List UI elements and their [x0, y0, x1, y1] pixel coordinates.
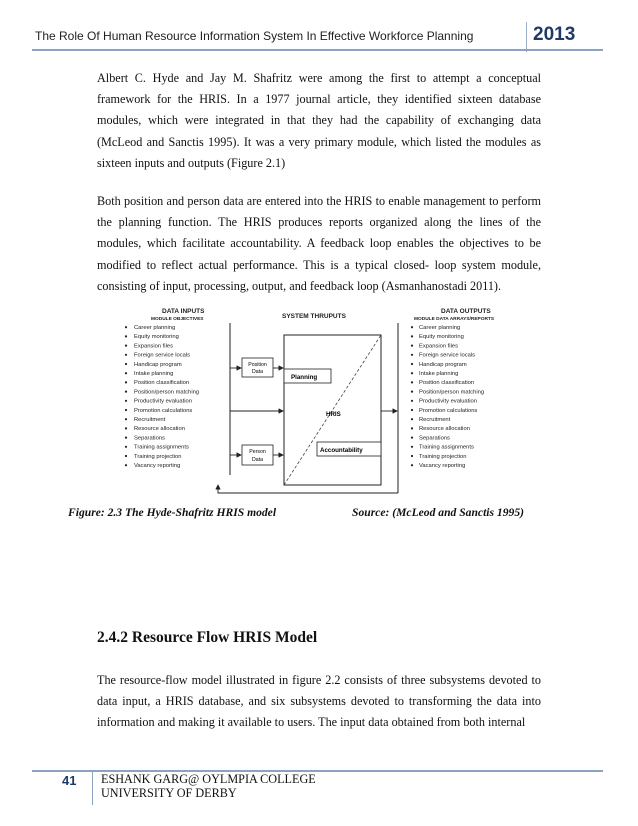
input-module-bullet — [125, 391, 127, 393]
input-module-bullet — [125, 354, 127, 356]
output-module-bullet — [411, 391, 413, 393]
person-data-label-2: Data — [252, 457, 263, 463]
input-module-item: Training assignments — [134, 444, 189, 451]
input-module-item: Separations — [134, 435, 165, 442]
output-module-item: Career planning — [419, 325, 461, 331]
input-module-item: Career planning — [134, 325, 176, 331]
output-module-item: Productivity evaluation — [419, 398, 478, 405]
footer-line-2: UNIVERSITY OF DERBY — [101, 785, 237, 800]
header-title: The Role Of Human Resource Information System In Effective Workforce Planning — [35, 29, 474, 43]
header-year: 2013 — [533, 24, 576, 45]
output-module-item: Handicap program — [419, 361, 467, 368]
header-divider — [32, 49, 603, 51]
footer-separator — [92, 771, 93, 805]
output-module-bullet — [411, 354, 413, 356]
paragraph-3 — [97, 670, 541, 734]
input-module-bullet — [125, 418, 127, 420]
thruputs-title: SYSTEM THRUPUTS — [282, 313, 346, 320]
footer-line-1: ESHANK GARG@ OYLMPIA COLLEGE — [101, 772, 316, 786]
output-module-bullet — [411, 437, 413, 439]
paragraph-2-text: Both position and person data are entered into the HRIS to enable management to perform the planning function. The HRIS produces reports organized along the lines of the modules, which facilitate accountability. A feedback loop enables the objectives to be modified to reflect actual performance. This is a typical closed- loop system module, consisting of input, processing, output, and feedback loop (Asmanhanostadi 2011). — [97, 194, 541, 293]
paragraph-1 — [97, 68, 541, 174]
input-module-item: Position classification — [134, 380, 190, 387]
input-module-item: Promotion calculations — [134, 407, 193, 414]
output-module-item: Position/person matching — [419, 389, 485, 396]
input-module-item: Training projection — [134, 453, 182, 460]
outputs-subtitle: MODULE DATA ARRAYS/REPORTS — [414, 317, 495, 322]
position-data-label-2: Data — [252, 369, 263, 375]
position-data-label-1: Position — [248, 362, 267, 368]
input-module-bullet — [125, 409, 127, 411]
input-module-bullet — [125, 427, 127, 429]
page-number: 41 — [62, 773, 77, 788]
header-year-box — [526, 22, 589, 52]
input-module-bullet — [125, 326, 127, 328]
paragraph-2 — [97, 191, 541, 297]
output-module-item: Intake planning — [419, 371, 459, 377]
input-module-bullet — [125, 464, 127, 466]
input-module-bullet — [125, 372, 127, 374]
input-module-bullet — [125, 363, 127, 365]
figure-caption: Figure: 2.3 The Hyde-Shafritz HRIS model — [68, 506, 277, 519]
input-module-item: Expansion files — [134, 343, 173, 350]
inputs-title: DATA INPUTS — [162, 308, 205, 315]
input-module-item: Intake planning — [134, 371, 174, 377]
output-module-item: Equity monitoring — [419, 334, 464, 341]
output-module-item: Promotion calculations — [419, 407, 478, 414]
input-module-item: Recruitment — [134, 417, 166, 423]
input-module-bullet — [125, 400, 127, 402]
figure-source: Source: (McLeod and Sanctis 1995) — [352, 506, 524, 519]
output-module-bullet — [411, 427, 413, 429]
hris-model-diagram — [118, 305, 538, 497]
output-module-bullet — [411, 400, 413, 402]
output-module-item: Separations — [419, 435, 450, 442]
diagonal-divider — [284, 335, 381, 485]
input-module-bullet — [125, 345, 127, 347]
input-module-bullet — [125, 381, 127, 383]
input-module-bullet — [125, 446, 127, 448]
output-module-bullet — [411, 326, 413, 328]
hris-model-figure — [118, 305, 538, 497]
paragraph-1-text: Albert C. Hyde and Jay M. Shafritz were among the first to attempt a conceptual framework for the HRIS. In a 1977 journal article, they identified sixteen database modules, which were integrated in that they had the capability of exchanging data (McLeod and Sanctis 1995). It was a very primary module, which listed the modules as sixteen inputs and outputs (Figure 2.1) — [97, 71, 541, 170]
output-module-bullet — [411, 345, 413, 347]
output-module-bullet — [411, 409, 413, 411]
planning-label: Planning — [291, 374, 318, 381]
output-module-bullet — [411, 455, 413, 457]
output-module-bullet — [411, 381, 413, 383]
output-module-item: Training assignments — [419, 444, 474, 451]
output-module-item: Training projection — [419, 453, 467, 460]
output-module-item: Vacancy reporting — [419, 463, 466, 469]
footer-text — [101, 773, 316, 800]
input-module-bullet — [125, 437, 127, 439]
input-module-item: Handicap program — [134, 361, 182, 368]
input-module-item: Foreign service locals — [134, 352, 191, 359]
output-module-bullet — [411, 446, 413, 448]
output-module-item: Foreign service locals — [419, 352, 476, 359]
output-module-bullet — [411, 372, 413, 374]
input-module-item: Equity monitoring — [134, 334, 179, 341]
inputs-subtitle: MODULE OBJECTIVES — [151, 317, 204, 322]
input-module-item: Position/person matching — [134, 389, 200, 396]
person-data-label-1: Person — [249, 449, 266, 455]
feedback-loop-arrow — [218, 485, 398, 493]
input-module-bullet — [125, 455, 127, 457]
output-module-item: Resource allocation — [419, 426, 470, 433]
output-module-item: Recruitment — [419, 417, 451, 423]
input-module-item: Resource allocation — [134, 426, 185, 433]
input-module-item: Vacancy reporting — [134, 463, 181, 469]
output-module-bullet — [411, 363, 413, 365]
output-module-bullet — [411, 464, 413, 466]
outputs-title: DATA OUTPUTS — [441, 308, 491, 315]
accountability-label: Accountability — [320, 447, 363, 454]
hris-label: HRIS — [326, 411, 341, 418]
output-module-bullet — [411, 418, 413, 420]
paragraph-3-text: The resource-flow model illustrated in figure 2.2 consists of three subsystems devoted to data input, a HRIS database, and six subsystems devoted to transforming the data into information and making it available to users. The input data obtained from both internal — [97, 673, 541, 730]
output-module-item: Position classification — [419, 380, 475, 387]
section-heading: 2.4.2 Resource Flow HRIS Model — [97, 629, 318, 646]
input-module-item: Productivity evaluation — [134, 398, 193, 405]
input-module-bullet — [125, 335, 127, 337]
output-module-item: Expansion files — [419, 343, 458, 350]
output-module-bullet — [411, 335, 413, 337]
